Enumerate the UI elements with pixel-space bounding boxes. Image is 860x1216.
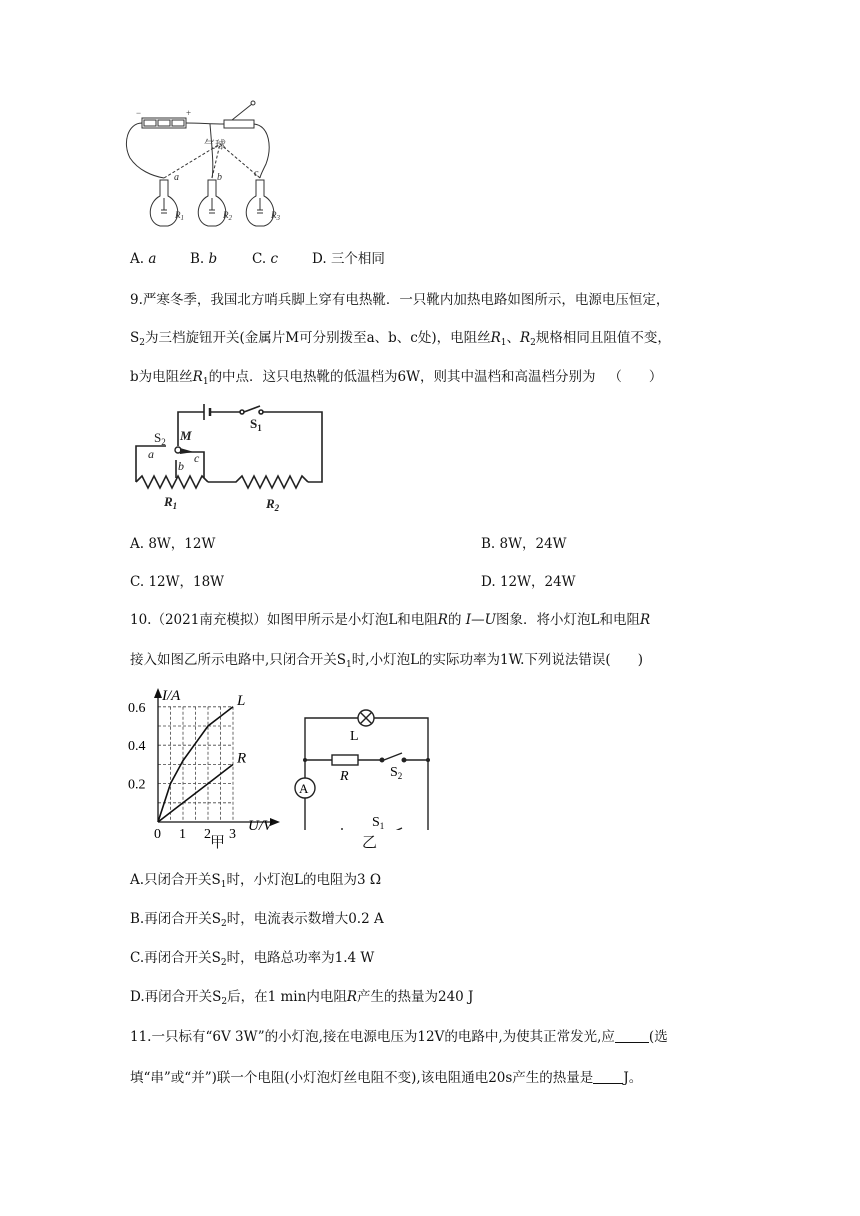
x-tick-label: 2 xyxy=(204,827,211,842)
balloon-label: 气球 xyxy=(204,139,226,151)
q10-stem-line2: 接入如图乙所示电路中,只闭合开关$S_1$时,小灯泡L的实际功率为1W.下列说法错误( ) xyxy=(130,652,643,670)
s2-label: $S_2$ xyxy=(390,765,403,781)
q10-option-a: A.只闭合开关$S_1$时，小灯泡L的电阻为3 Ω xyxy=(130,872,382,890)
series-R-label: R xyxy=(237,750,247,767)
q11-stem-line2: 填“串”或“并”)联一个电阻(小灯泡灯丝电阻不变),该电阻通电20s产生的热量是 J。 xyxy=(130,1070,643,1086)
point-b-label: b xyxy=(217,172,222,183)
point-c-label: c xyxy=(254,168,259,179)
s1-label: $S_1$ xyxy=(250,416,262,433)
q9-stem-line3: b为电阻丝$R_1$的中点．这只电热靴的低温档为6W，则其中温档和高温档分别为 （ ） xyxy=(130,369,663,387)
s1-label: $S_1$ xyxy=(372,815,385,830)
q10-option-c: C.再闭合开关$S_2$时，电路总功率为1.4 W xyxy=(130,950,375,968)
answer-blank-2[interactable] xyxy=(593,1069,623,1084)
r1-label: $R_1$ xyxy=(175,210,184,222)
y-axis-label: I/A xyxy=(162,688,181,704)
point-c-label: c xyxy=(194,451,200,465)
y-tick-label: 0.2 xyxy=(128,777,146,793)
answer-blank-1[interactable] xyxy=(615,1028,649,1043)
q9-stem-line2: $S_2$为三档旋钮开关(金属片M可分别拨至a、b、c处)，电阻丝$R_1$、$R_2$规格相同且阻值不变， xyxy=(130,330,671,348)
battery-minus-label: − xyxy=(136,108,142,118)
ammeter-label: A xyxy=(299,781,309,796)
iu-graph xyxy=(124,684,289,849)
q8-option-b: B. b xyxy=(190,251,218,267)
r1-label: $R_1$ xyxy=(164,494,178,511)
r2-label: $R_2$ xyxy=(223,210,232,222)
chart-grid xyxy=(158,707,233,822)
series-L-label: L xyxy=(237,692,246,709)
q8-option-d: D. 三个相同 xyxy=(312,251,385,267)
q10-option-d: D.再闭合开关$S_2$后，在1 min内电阻R产生的热量为240 J xyxy=(130,989,474,1007)
r3-label: $R_3$ xyxy=(271,210,280,222)
y-axis-arrow xyxy=(154,688,162,698)
graph-caption: 甲 xyxy=(210,833,226,851)
q11-stem-line1: 11.一只标有“6V 3W”的小灯泡,接在电源电压为12V的电路中,为使其正常发光,应 (选 xyxy=(130,1029,668,1045)
point-a-label: a xyxy=(148,447,154,461)
q9-option-d: D. 12W，24W xyxy=(481,574,576,590)
q8-figure xyxy=(120,98,280,233)
chart-ticks xyxy=(128,701,236,842)
m-label: M xyxy=(180,428,192,443)
point-b-label: b xyxy=(178,459,184,473)
q10-circuit xyxy=(290,700,440,830)
s2-label: $S_2$ xyxy=(154,430,166,447)
x-tick-label: 3 xyxy=(229,827,236,842)
q10-option-b: B.再闭合开关$S_2$时，电流表示数增大0.2 A xyxy=(130,911,384,929)
resistor-label: R xyxy=(340,769,349,784)
battery-plus-label: + xyxy=(186,108,192,118)
x-tick-label: 1 xyxy=(179,827,186,842)
r2-label: $R_2$ xyxy=(266,496,280,513)
chart-axes xyxy=(154,688,280,826)
x-axis-label: U/V xyxy=(248,818,273,834)
y-tick-label: 0.6 xyxy=(128,700,146,716)
point-a-label: a xyxy=(174,172,179,183)
q8-option-c: C. c xyxy=(252,251,278,267)
y-tick-label: 0.4 xyxy=(128,739,146,755)
q8-option-a: A. a xyxy=(130,251,157,267)
q9-option-b: B. 8W，24W xyxy=(481,536,567,552)
q9-option-c: C. 12W，18W xyxy=(130,574,225,590)
q10-stem-line1: 10.（2021南充模拟）如图甲所示是小灯泡L和电阻R的 I—U图象．将小灯泡L和电阻R xyxy=(130,612,651,628)
x-tick-label: 0 xyxy=(154,827,161,842)
lamp-label: L xyxy=(350,729,359,744)
q9-option-a: A. 8W，12W xyxy=(130,536,216,552)
circuit-caption: 乙 xyxy=(362,833,378,851)
q9-circuit xyxy=(128,400,328,515)
q9-stem-line1: 9.严寒冬季，我国北方哨兵脚上穿有电热靴．一只靴内加热电路如图所示，电源电压恒定， xyxy=(130,292,670,308)
